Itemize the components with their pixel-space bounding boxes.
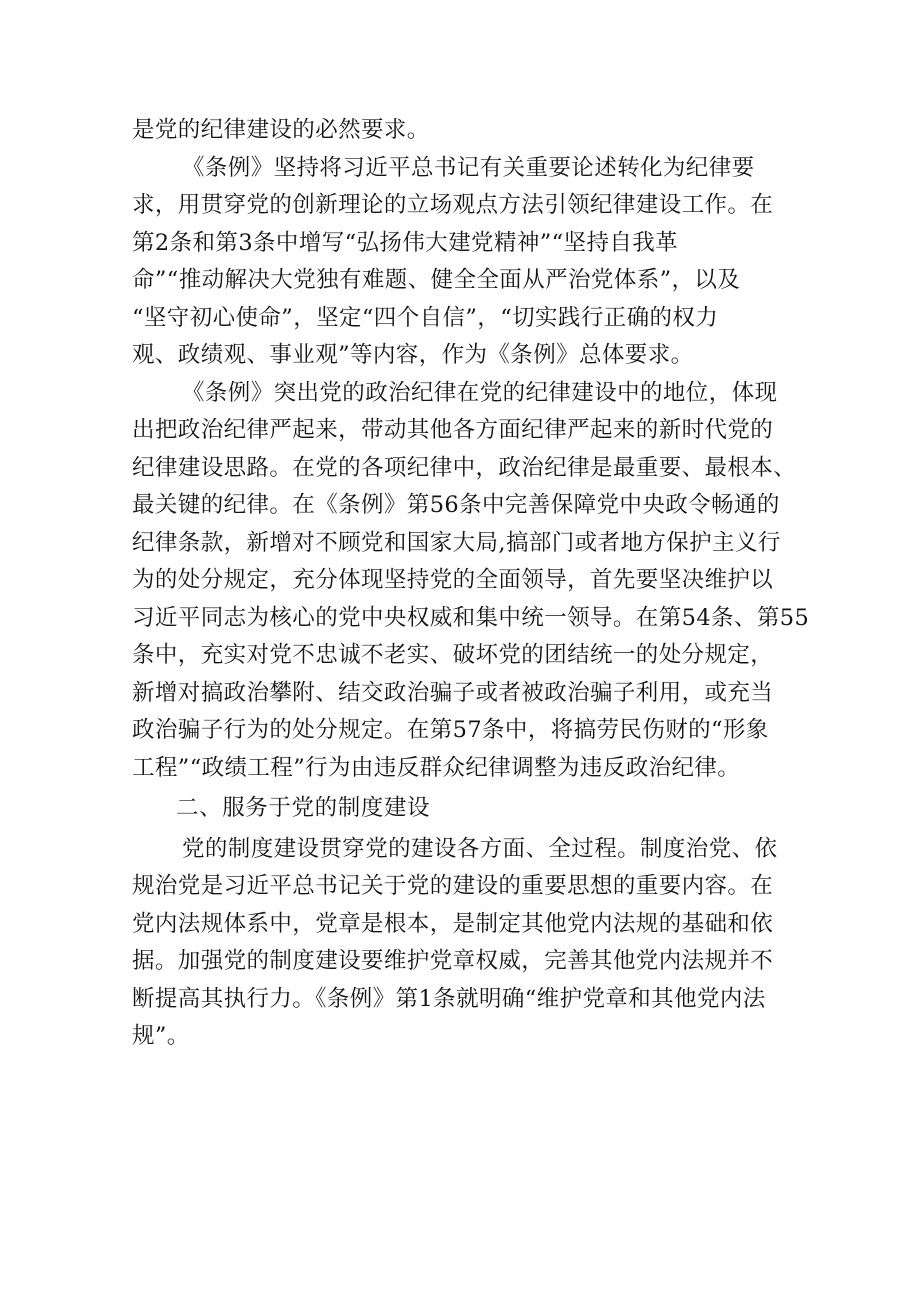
text-line: 第2条和第3条中增写“弘扬伟大建党精神”“坚持自我革	[132, 229, 679, 256]
text-line: 最关键的纪律。在《条例》第56条中完善保障党中央政令畅通的	[132, 492, 780, 518]
text-line: 据。加强党的制度建设要维护党章权威，完善其他党内法规并不	[132, 948, 774, 974]
text-line: 工程”“政绩工程”行为由违反群众纪律调整为违反政治纪律。	[132, 754, 741, 781]
text-line: 新增对搞政治攀附、结交政治骗子或者被政治骗子利用，或充当	[132, 679, 774, 706]
document-page	[132, 112, 810, 1056]
paragraph-first-line: 《条例》坚持将习近平总书记有关重要论述转化为纪律要	[182, 154, 755, 181]
text-line: 纪律建设思路。在党的各项纪律中，政治纪律是最重要、最根本、	[132, 454, 797, 481]
text-line: 观、政绩观、事业观”等内容，作为《条例》总体要求。	[132, 342, 694, 368]
paragraph-first-line: 党的制度建设贯穿党的建设各方面、全过程。制度治党、依	[182, 835, 778, 862]
text-line: 党内法规体系中，党章是根本，是制定其他党内法规的基础和依	[132, 910, 774, 937]
text-line: 规”。	[132, 1023, 190, 1049]
text-line: 政治骗子行为的处分规定。在第57条中，将搞劳民伤财的“形象	[132, 717, 769, 743]
text-line: 习近平同志为核心的党中央权威和集中统一领导。在第54条、第55	[132, 604, 810, 631]
text-line: “坚守初心使命”，坚定“四个自信”，“切实践行正确的权力	[132, 304, 719, 331]
text-line: 求，用贯穿党的创新理论的立场观点方法引领纪律建设工作。在	[132, 192, 774, 218]
text-line: 是党的纪律建设的必然要求。	[132, 117, 430, 143]
text-line: 命”“推动解决大党独有难题、健全全面从严治党体系”，以及	[132, 267, 741, 293]
text-line: 为的处分规定，充分体现坚持党的全面领导，首先要坚决维护以	[132, 567, 774, 593]
paragraph-first-line: 《条例》突出党的政治纪律在党的纪律建设中的地位，体现	[182, 379, 778, 406]
section-heading: 二、服务于党的制度建设	[176, 795, 431, 821]
text-line: 断提高其执行力。《条例》第1条就明确“维护党章和其他党内法	[132, 985, 766, 1012]
text-line: 规治党是习近平总书记关于党的建设的重要思想的重要内容。在	[132, 873, 774, 899]
text-line: 条中，充实对党不忠诚不老实、破坏党的团结统一的处分规定，	[132, 642, 774, 668]
text-line: 纪律条款，新增对不顾党和国家大局,搞部门或者地方保护主义行	[132, 529, 781, 556]
text-line: 出把政治纪律严起来，带动其他各方面纪律严起来的新时代党的	[132, 417, 774, 443]
